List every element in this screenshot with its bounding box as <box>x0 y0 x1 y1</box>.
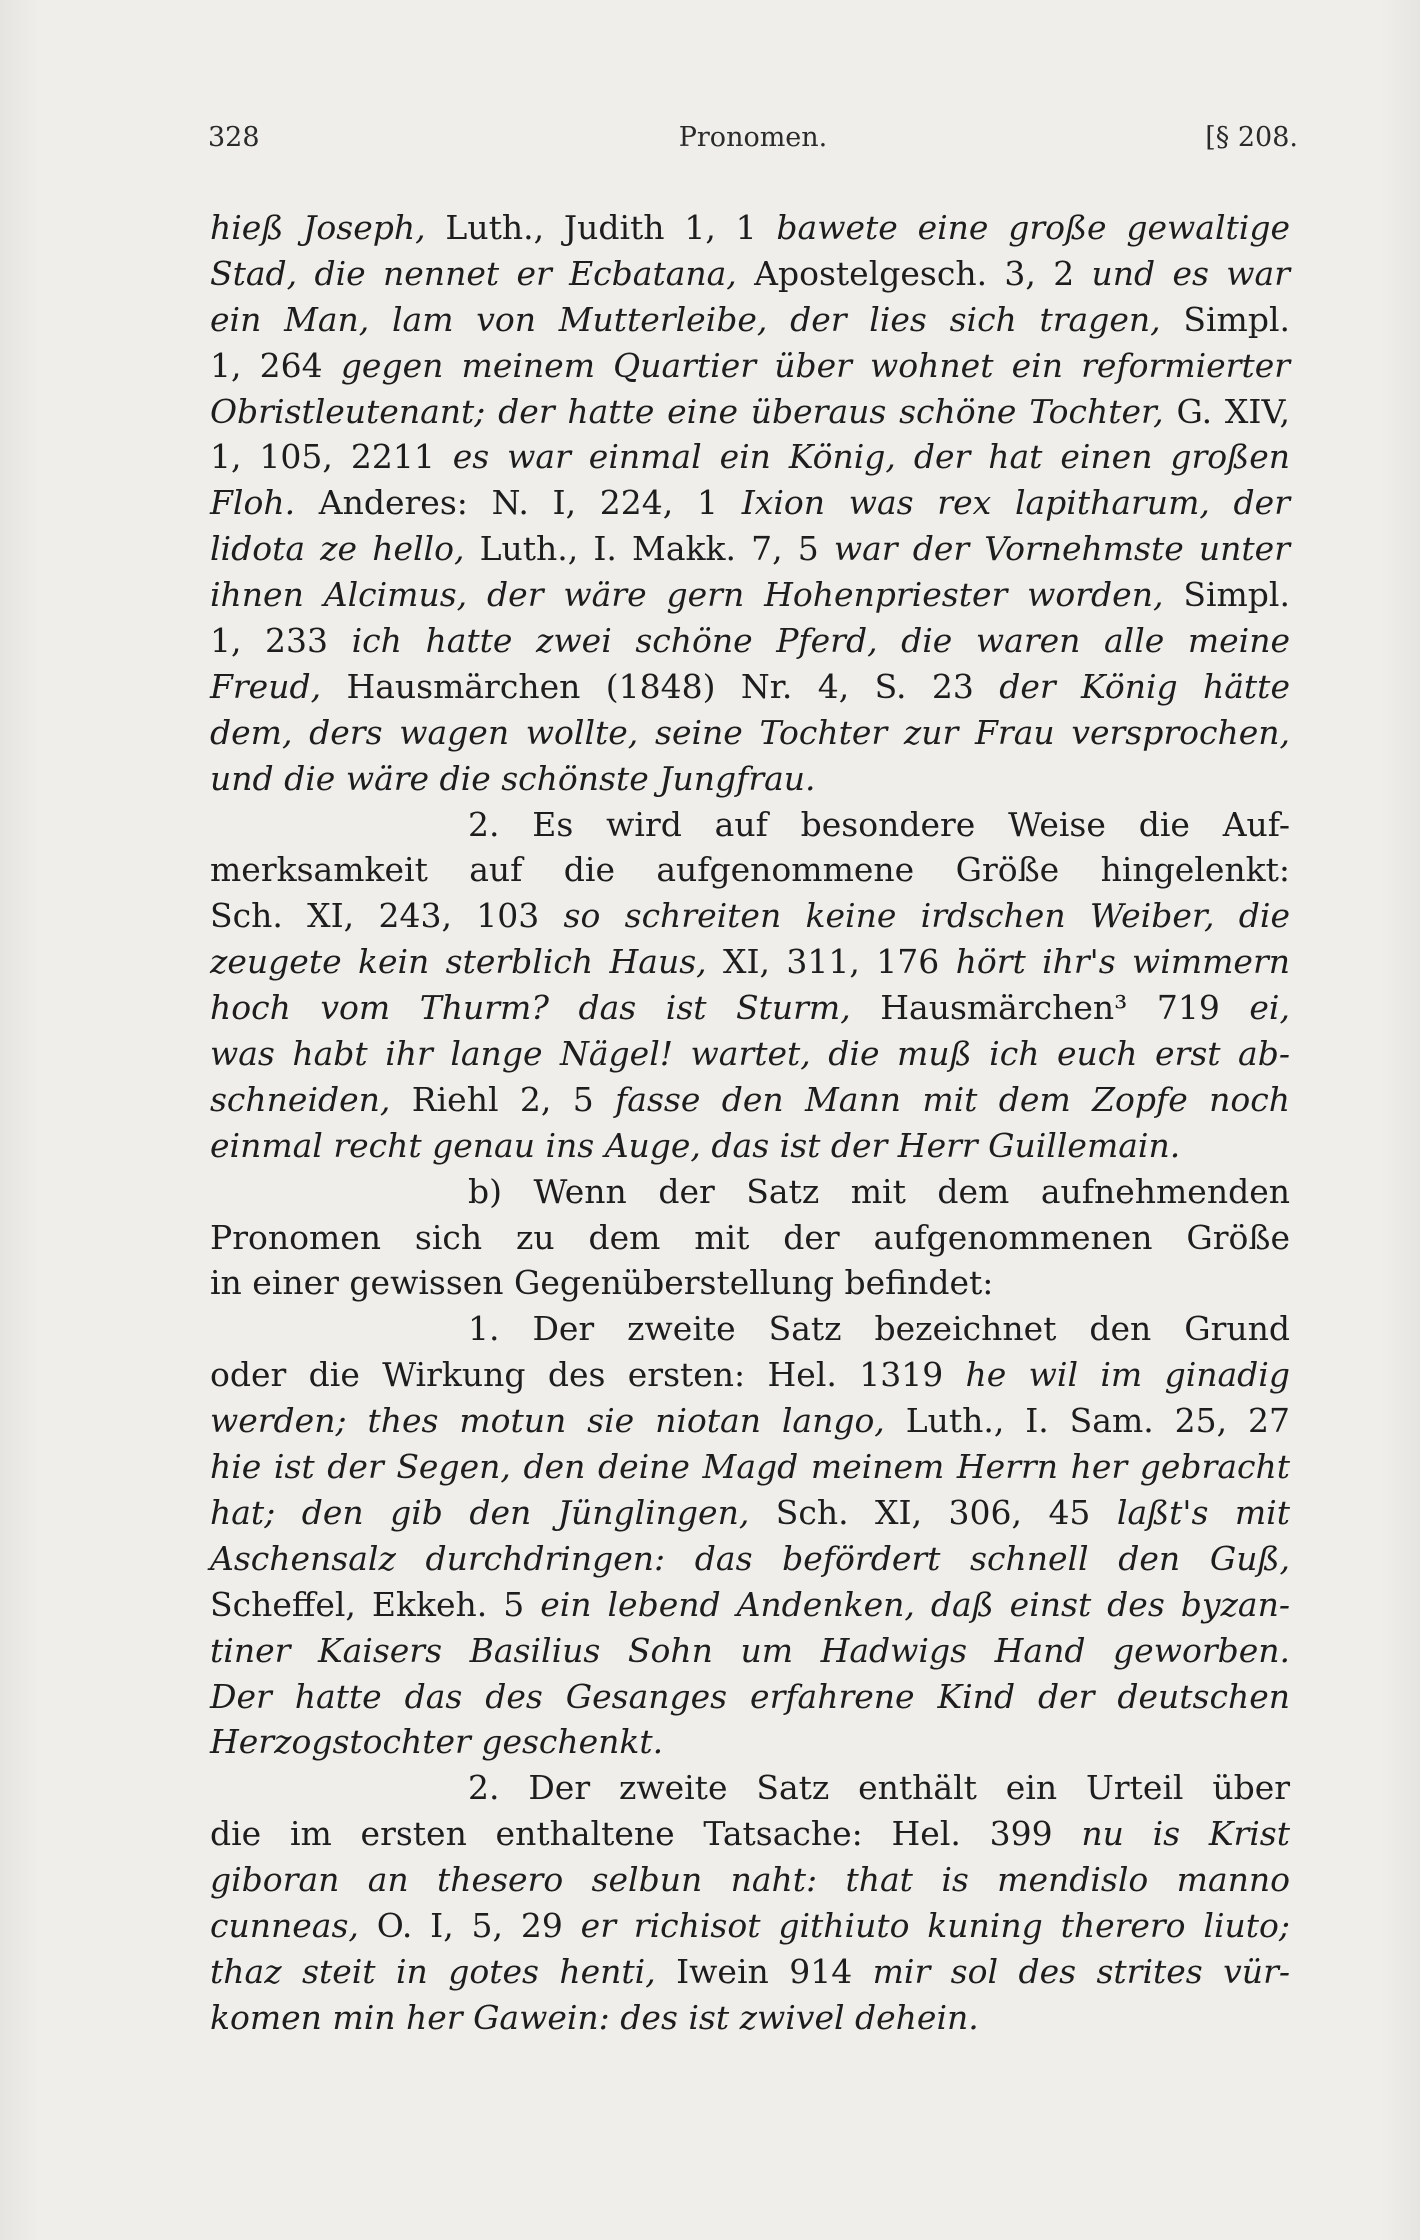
text-line <box>210 1077 1290 1123</box>
reference-text: Simpl. <box>1160 299 1290 339</box>
reference-text: Iwein 914 <box>655 1951 873 1991</box>
reference-text: Simpl. <box>1163 575 1290 615</box>
text-line <box>210 847 1290 893</box>
reference-text: Luth., I. Makk. 7, 5 <box>464 529 834 569</box>
quotation-text: ihnen Alcimus, der wäre gern Hohenpriester worden, <box>210 575 1164 615</box>
reference-text: 1. Der zweite Satz bezeichnet den Grund <box>468 1309 1290 1349</box>
text-line <box>210 389 1290 435</box>
reference-text: G. XIV, <box>1163 391 1290 431</box>
reference-text: Scheffel, Ekkeh. 5 <box>210 1584 541 1624</box>
quotation-text: was habt ihr lange Nägel! wartet, die muß ich euch erst ab- <box>210 1034 1290 1074</box>
reference-text: in einer gewissen Gegenüberstellung befindet: <box>210 1263 994 1303</box>
text-line <box>210 434 1290 480</box>
text-line <box>210 1628 1290 1674</box>
text-line <box>210 1536 1290 1582</box>
text-line <box>210 1903 1290 1949</box>
page-number: 328 <box>208 122 260 153</box>
quotation-text: Aschensalz durchdringen: das befördert schnell den Guß, <box>210 1538 1290 1578</box>
quotation-text: laßt's mit <box>1116 1492 1290 1532</box>
quotation-text: ich hatte zwei schöne Pferd, die waren alle meine <box>351 621 1291 661</box>
quotation-text: mir sol des strites vür- <box>872 1951 1290 1991</box>
text-line <box>210 1995 1290 2041</box>
text-line <box>210 618 1290 664</box>
text-line <box>210 1811 1290 1857</box>
text-line <box>210 710 1290 756</box>
quotation-text: Obristleutenant; der hatte eine überaus schöne Tochter, <box>210 391 1164 431</box>
quotation-text: ein Man, lam von Mutterleibe, der lies sich tragen, <box>210 299 1161 339</box>
quotation-text: Ixion was rex lapitharum, der <box>741 483 1290 523</box>
quotation-text: einmal recht genau ins Auge, das ist der Herr Guillemain. <box>210 1125 1181 1165</box>
text-line <box>210 756 1290 802</box>
quotation-text: hoch vom Thurm? das ist Sturm, <box>210 988 851 1028</box>
text-line <box>210 480 1290 526</box>
quotation-text: werden; thes motun sie niotan lango, <box>210 1401 885 1441</box>
text-line <box>210 1306 1290 1352</box>
reference-text: O. I, 5, 29 <box>358 1905 581 1945</box>
text-line <box>210 1949 1290 1995</box>
text-line <box>210 1765 1290 1811</box>
quotation-text: he wil im ginadig <box>965 1355 1290 1395</box>
text-line <box>210 1719 1290 1765</box>
quotation-text: war der Vornehmste unter <box>833 529 1290 569</box>
quotation-text: Der hatte das des Gesanges erfahrene Kind der deutschen <box>210 1676 1290 1716</box>
body-text <box>210 205 1290 2041</box>
quotation-text: er richisot githiuto kuning therero liuto; <box>580 1905 1290 1945</box>
text-line <box>210 893 1290 939</box>
quotation-text: hat; den gib den Jünglingen, <box>210 1492 750 1532</box>
quotation-text: es war einmal ein König, der hat einen großen <box>452 437 1290 477</box>
text-line <box>210 1857 1290 1903</box>
quotation-text: hört ihr's wimmern <box>955 942 1290 982</box>
reference-text: Sch. XI, 243, 103 <box>210 896 564 936</box>
reference-text: 1, 105, 2211 <box>210 437 453 477</box>
text-line <box>210 664 1290 710</box>
reference-text: b) Wenn der Satz mit dem aufnehmenden <box>468 1171 1290 1211</box>
reference-text: oder die Wirkung des ersten: Hel. 1319 <box>210 1355 966 1395</box>
quotation-text: cunneas, <box>210 1905 359 1945</box>
quotation-text: thaz steit in gotes henti, <box>210 1951 656 1991</box>
text-line <box>210 1490 1290 1536</box>
text-line <box>210 1674 1290 1720</box>
reference-text: Pronomen sich zu dem mit der aufgenommenen Größe <box>210 1217 1290 1257</box>
text-line <box>210 1123 1290 1169</box>
quotation-text: giboran an thesero selbun naht: that is mendislo manno <box>210 1860 1290 1900</box>
section-reference: [§ 208. <box>1205 122 1298 153</box>
reference-text: Hausmärchen (1848) Nr. 4, S. 23 <box>321 666 1000 706</box>
reference-text: Anderes: N. I, 224, 1 <box>295 483 742 523</box>
reference-text: Riehl 2, 5 <box>390 1079 616 1119</box>
text-line <box>210 297 1290 343</box>
quotation-text: Stad, die nennet er Ecbatana, <box>210 253 737 293</box>
reference-text: die im ersten enthaltene Tatsache: Hel. 399 <box>210 1814 1082 1854</box>
reference-text: Luth., Judith 1, 1 <box>425 208 777 247</box>
text-line <box>210 1260 1290 1306</box>
text-line <box>210 251 1290 297</box>
quotation-text: ei, <box>1249 988 1290 1028</box>
page-header <box>208 122 1298 172</box>
quotation-text: zeugete kein sterblich Haus, <box>210 942 707 982</box>
quotation-text: nu is Krist <box>1081 1814 1290 1854</box>
quotation-text: dem, ders wagen wollte, seine Tochter zur Frau versprochen, <box>210 712 1290 752</box>
reference-text: Luth., I. Sam. 25, 27 <box>884 1401 1291 1441</box>
quotation-text: ein lebend Andenken, daß einst des byzan- <box>540 1584 1290 1624</box>
text-line <box>210 1169 1290 1215</box>
quotation-text: und es war <box>1091 253 1291 293</box>
quotation-text: fasse den Mann mit dem Zopfe noch <box>615 1079 1290 1119</box>
quotation-text: und die wäre die schönste Jungfrau. <box>210 758 816 798</box>
text-line <box>210 1398 1290 1444</box>
text-line <box>210 1582 1290 1628</box>
quotation-text: schneiden, <box>210 1079 391 1119</box>
text-line <box>210 1031 1290 1077</box>
reference-text: merksamkeit auf die aufgenommene Größe hingelenkt: <box>210 850 1290 890</box>
text-line <box>210 802 1290 848</box>
quotation-text: lidota ze hello, <box>210 529 465 569</box>
text-line <box>210 939 1290 985</box>
reference-text: Sch. XI, 306, 45 <box>749 1492 1117 1532</box>
quotation-text: tiner Kaisers Basilius Sohn um Hadwigs Hand geworben. <box>210 1630 1290 1670</box>
reference-text: XI, 311, 176 <box>706 942 956 982</box>
quotation-text: der König hätte <box>999 666 1290 706</box>
running-title: Pronomen. <box>678 122 828 153</box>
quotation-text: gegen meinem Quartier über wohnet ein reformierter <box>340 345 1291 385</box>
reference-text: 2. Es wird auf besondere Weise die Auf- <box>468 804 1290 844</box>
quotation-text: hie ist der Segen, den deine Magd meinem Herrn her gebracht <box>210 1447 1290 1487</box>
quotation-text: Floh. <box>210 483 296 523</box>
text-line <box>210 526 1290 572</box>
reference-text: 1, 264 <box>210 345 341 385</box>
reference-text: 1, 233 <box>210 621 352 661</box>
quotation-text: Herzogstochter geschenkt. <box>210 1722 664 1762</box>
text-line <box>210 1352 1290 1398</box>
text-line <box>210 205 1290 251</box>
quotation-text: Freud, <box>210 666 322 706</box>
quotation-text: hieß Joseph, <box>210 208 426 247</box>
quotation-text: so schreiten keine irdschen Weiber, die <box>563 896 1290 936</box>
text-line <box>210 572 1290 618</box>
text-line <box>210 343 1290 389</box>
quotation-text: komen min her Gawein: des ist zwivel dehein. <box>210 1997 979 2037</box>
reference-text: Hausmärchen³ 719 <box>850 988 1250 1028</box>
text-line <box>210 1215 1290 1261</box>
reference-text: 2. Der zweite Satz enthält ein Urteil über <box>468 1768 1290 1808</box>
reference-text: Apostelgesch. 3, 2 <box>736 253 1092 293</box>
quotation-text: bawete eine große gewaltige <box>776 208 1290 247</box>
text-line <box>210 985 1290 1031</box>
text-line <box>210 1444 1290 1490</box>
